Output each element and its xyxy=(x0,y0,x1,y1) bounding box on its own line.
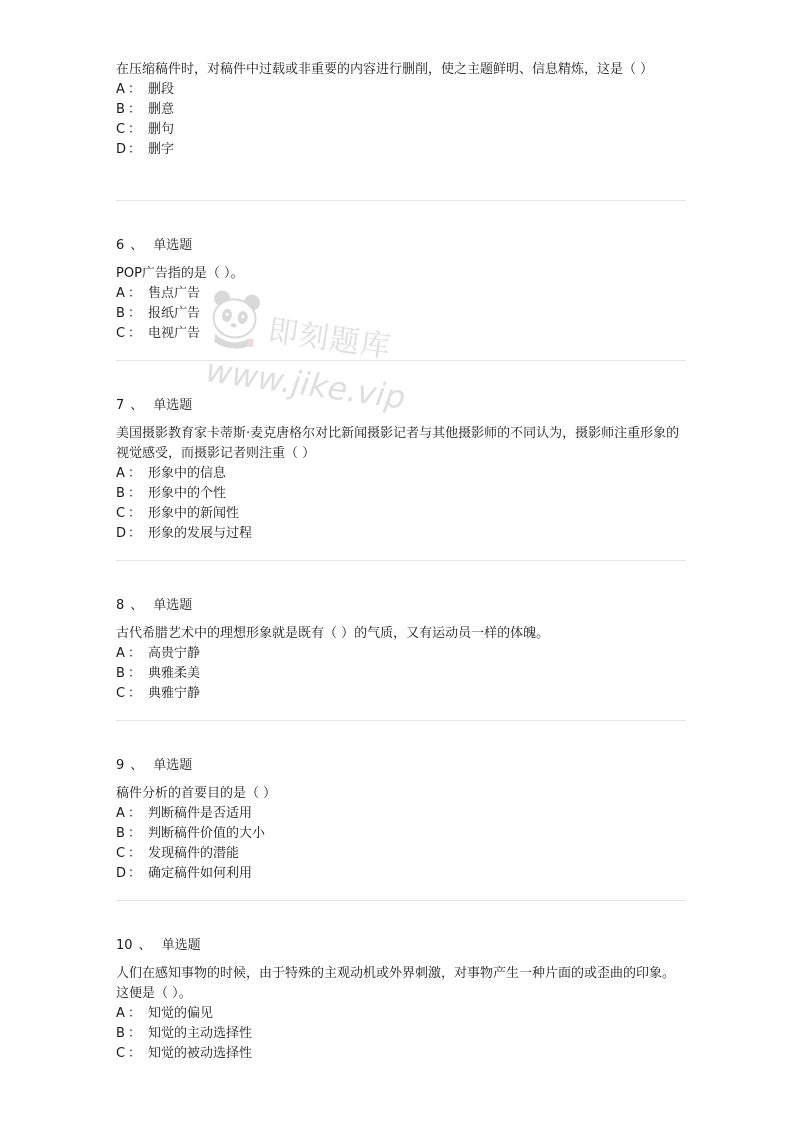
option-a[interactable] xyxy=(116,80,686,100)
question-divider xyxy=(116,200,686,201)
question-stem: POP广告指的是（ ）。 xyxy=(116,266,244,281)
question-header xyxy=(116,236,686,256)
option-text: 形象的发展与过程 xyxy=(148,526,253,541)
question-divider xyxy=(116,720,686,721)
option-d[interactable] xyxy=(116,864,686,884)
option-letter: B xyxy=(116,826,125,841)
question-number: 7 xyxy=(116,398,125,413)
option-letter: C xyxy=(116,122,126,137)
option-text: 发现稿件的潜能 xyxy=(148,846,240,861)
question-8 xyxy=(116,596,686,704)
option-text: 形象中的信息 xyxy=(148,466,227,481)
question-header xyxy=(116,756,686,776)
option-colon: ： xyxy=(128,646,142,661)
question-separator: 、 xyxy=(130,238,144,253)
option-colon: ： xyxy=(128,526,142,541)
question-number: 9 xyxy=(116,758,125,773)
watermark-url: www.jike.vip xyxy=(203,351,408,417)
option-text: 删意 xyxy=(148,102,175,117)
option-letter: D xyxy=(116,142,127,157)
question-divider xyxy=(116,560,686,561)
option-text: 判断稿件是否适用 xyxy=(148,806,253,821)
option-colon: ： xyxy=(128,82,142,97)
option-colon: ： xyxy=(128,846,142,861)
option-letter: B xyxy=(116,486,125,501)
option-colon: ： xyxy=(128,326,142,341)
option-letter: C xyxy=(116,326,126,341)
question-separator: 、 xyxy=(130,398,144,413)
option-text: 形象中的个性 xyxy=(148,486,227,501)
option-letter: A xyxy=(116,466,125,481)
option-c[interactable] xyxy=(116,120,686,140)
option-a[interactable] xyxy=(116,644,686,664)
option-d[interactable] xyxy=(116,140,686,160)
option-text: 售点广告 xyxy=(148,286,201,301)
question-divider xyxy=(116,900,686,901)
option-b[interactable] xyxy=(116,484,686,504)
option-c[interactable] xyxy=(116,1044,686,1064)
option-b[interactable] xyxy=(116,824,686,844)
question-divider xyxy=(116,360,686,361)
option-colon: ： xyxy=(128,306,142,321)
watermark-brand: 即刻题库 xyxy=(265,313,394,366)
option-a[interactable] xyxy=(116,804,686,824)
option-colon: ： xyxy=(128,286,142,301)
option-list xyxy=(116,284,686,344)
option-c[interactable] xyxy=(116,684,686,704)
option-letter: B xyxy=(116,1026,125,1041)
question-type: 单选题 xyxy=(153,398,193,413)
option-text: 知觉的主动选择性 xyxy=(148,1026,253,1041)
option-colon: ： xyxy=(128,866,142,881)
option-c[interactable] xyxy=(116,324,686,344)
option-colon: ： xyxy=(128,806,142,821)
option-b[interactable] xyxy=(116,664,686,684)
option-text: 典雅宁静 xyxy=(148,686,201,701)
option-colon: ： xyxy=(128,506,142,521)
option-text: 典雅柔美 xyxy=(148,666,201,681)
option-a[interactable] xyxy=(116,284,686,304)
option-colon: ： xyxy=(128,666,142,681)
option-letter: A xyxy=(116,646,125,661)
option-list xyxy=(116,1004,686,1064)
option-letter: B xyxy=(116,102,125,117)
option-letter: C xyxy=(116,1046,126,1061)
option-b[interactable] xyxy=(116,1024,686,1044)
option-text: 报纸广告 xyxy=(148,306,201,321)
option-b[interactable] xyxy=(116,100,686,120)
question-header xyxy=(116,396,686,416)
question-7 xyxy=(116,396,686,544)
option-colon: ： xyxy=(128,1006,142,1021)
question-stem: 美国摄影教育家卡蒂斯·麦克唐格尔对比新闻摄影记者与其他摄影师的不同认为，摄影师注重形象的视觉感受，而摄影记者则注重（ ） xyxy=(116,426,680,461)
option-text: 知觉的偏见 xyxy=(148,1006,214,1021)
question-10 xyxy=(116,936,686,1064)
option-text: 形象中的新闻性 xyxy=(148,506,240,521)
option-colon: ： xyxy=(128,686,142,701)
option-letter: C xyxy=(116,846,126,861)
option-text: 删段 xyxy=(148,82,175,97)
question-stem: 古代希腊艺术中的理想形象就是既有（ ）的气质，又有运动员一样的体魄。 xyxy=(116,626,550,641)
option-list xyxy=(116,804,686,884)
question-type: 单选题 xyxy=(153,598,193,613)
option-text: 确定稿件如何利用 xyxy=(148,866,253,881)
question-6 xyxy=(116,236,686,344)
option-letter: C xyxy=(116,506,126,521)
option-letter: D xyxy=(116,866,127,881)
option-colon: ： xyxy=(128,102,142,117)
option-letter: D xyxy=(116,526,127,541)
option-colon: ： xyxy=(128,486,142,501)
option-letter: A xyxy=(116,286,125,301)
option-list xyxy=(116,80,686,160)
option-colon: ： xyxy=(128,1046,142,1061)
option-text: 知觉的被动选择性 xyxy=(148,1046,253,1061)
question-separator: 、 xyxy=(130,598,144,613)
question-separator: 、 xyxy=(138,938,152,953)
option-letter: B xyxy=(116,666,125,681)
option-text: 电视广告 xyxy=(148,326,201,341)
question-number: 6 xyxy=(116,238,125,253)
option-a[interactable] xyxy=(116,464,686,484)
option-list xyxy=(116,644,686,704)
option-d[interactable] xyxy=(116,524,686,544)
option-text: 删句 xyxy=(148,122,175,137)
question-9 xyxy=(116,756,686,884)
option-letter: A xyxy=(116,806,125,821)
option-colon: ： xyxy=(128,466,142,481)
question-type: 单选题 xyxy=(161,938,201,953)
question-type: 单选题 xyxy=(153,758,193,773)
question-5 xyxy=(116,60,686,160)
option-letter: C xyxy=(116,686,126,701)
option-a[interactable] xyxy=(116,1004,686,1024)
option-colon: ： xyxy=(128,826,142,841)
option-text: 删字 xyxy=(148,142,175,157)
option-text: 高贵宁静 xyxy=(148,646,201,661)
question-type: 单选题 xyxy=(153,238,193,253)
option-list xyxy=(116,464,686,544)
option-c[interactable] xyxy=(116,504,686,524)
option-c[interactable] xyxy=(116,844,686,864)
option-letter: A xyxy=(116,82,125,97)
option-colon: ： xyxy=(128,142,142,157)
option-letter: B xyxy=(116,306,125,321)
option-text: 判断稿件价值的大小 xyxy=(148,826,266,841)
question-header xyxy=(116,596,686,616)
question-header xyxy=(116,936,686,956)
option-colon: ： xyxy=(128,1026,142,1041)
question-stem: 人们在感知事物的时候，由于特殊的主观动机或外界刺激，对事物产生一种片面的或歪曲的印象。这便是（ ）。 xyxy=(116,966,676,1001)
option-colon: ： xyxy=(128,122,142,137)
question-number: 8 xyxy=(116,598,125,613)
question-stem: 稿件分析的首要目的是（ ） xyxy=(116,786,277,801)
option-letter: A xyxy=(116,1006,125,1021)
question-separator: 、 xyxy=(130,758,144,773)
question-stem: 在压缩稿件时，对稿件中过载或非重要的内容进行删削，使之主题鲜明、信息精炼，这是（ ） xyxy=(116,62,654,77)
question-number: 10 xyxy=(116,938,133,953)
option-b[interactable] xyxy=(116,304,686,324)
